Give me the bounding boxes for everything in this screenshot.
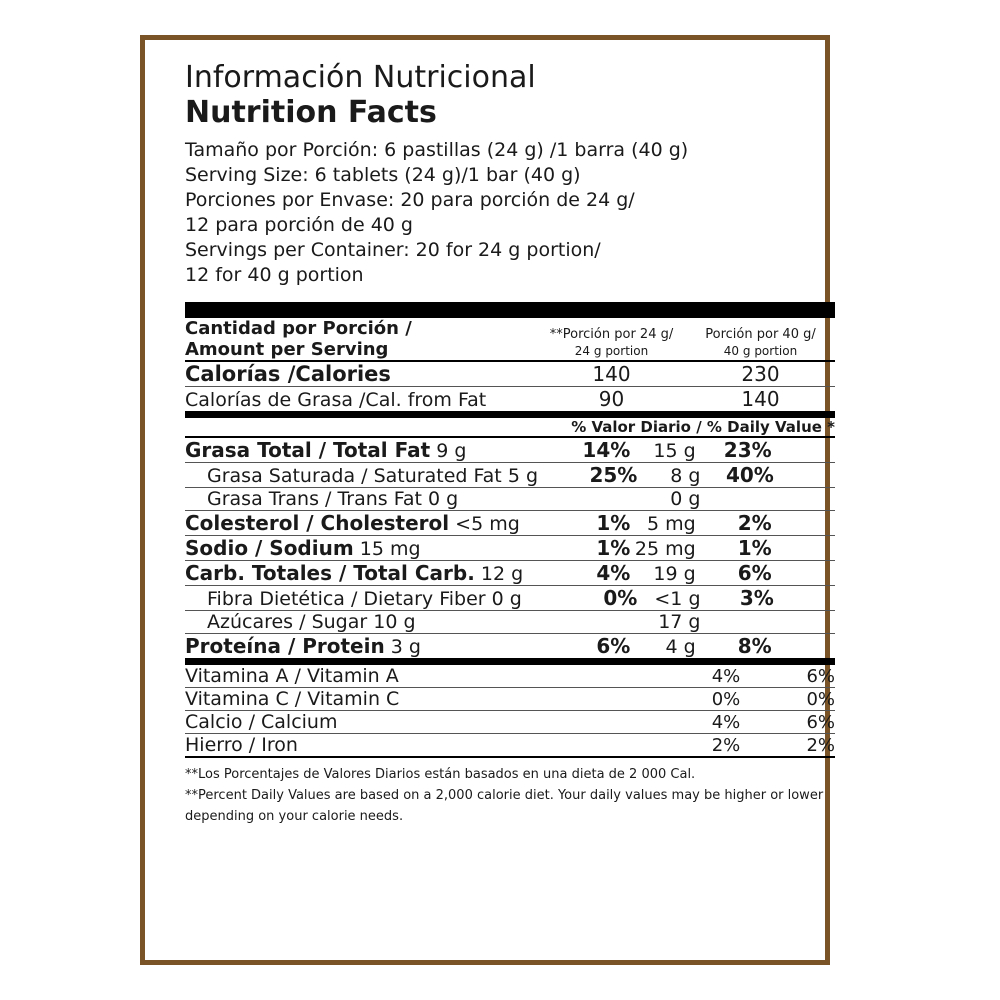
nutrient-spacer xyxy=(772,634,835,658)
vitamins-table-2 xyxy=(185,688,835,710)
footnote-english-line-2: depending on your calorie needs. xyxy=(185,809,404,824)
nutrient-amount-24g: 0 g xyxy=(491,588,522,610)
nutrients-table-3 xyxy=(185,488,835,510)
calories-row xyxy=(185,362,835,386)
vitamin-dv-24g: 4% xyxy=(711,666,741,687)
nutrient-dv-40g: 6% xyxy=(737,561,772,585)
nutrient-dv-40g: 3% xyxy=(739,586,774,610)
nutrient-name: Azúcares / Sugar xyxy=(207,611,368,633)
vitamin-dv-40g: 6% xyxy=(806,666,835,687)
divider-above-daily-value xyxy=(185,411,835,418)
nutrient-spacer xyxy=(772,511,835,535)
servings-per-container-line-1: Porciones por Envase: 20 para porción de 24 g/ xyxy=(185,189,635,211)
vitamin-name: Calcio / Calcium xyxy=(185,711,338,733)
vitamin-dv-24g: 4% xyxy=(711,712,741,733)
vitamins-table-3 xyxy=(185,711,835,733)
nutrient-label xyxy=(185,611,566,633)
nutrient-dv-40g xyxy=(701,611,774,633)
nutrient-name: Fibra Dietética / Dietary Fiber xyxy=(207,588,486,610)
nutrients-table-8 xyxy=(185,611,835,633)
nutrient-dv-24g xyxy=(566,488,637,510)
amount-per-serving-header-table xyxy=(185,318,835,360)
nutrient-label xyxy=(185,536,556,560)
nutrient-amount-40g: 8 g xyxy=(670,465,701,487)
nutrient-dv-40g: 2% xyxy=(737,511,772,535)
nutrient-spacer xyxy=(774,586,835,610)
nutrient-spacer xyxy=(774,463,835,487)
nutrient-amount-40g: 5 mg xyxy=(647,513,696,535)
nutrient-label xyxy=(185,463,566,487)
table-row xyxy=(185,561,835,585)
table-row xyxy=(185,634,835,658)
nutrient-name: Carb. Totales / Total Carb. xyxy=(185,561,475,585)
nutrient-name: Grasa Saturada / Saturated Fat xyxy=(207,465,502,487)
daily-value-header: % Valor Diario / % Daily Value * xyxy=(571,418,835,436)
calories-from-fat-label: Calorías de Grasa /Cal. from Fat xyxy=(185,389,487,411)
nutrition-facts-panel xyxy=(185,60,835,829)
nutrient-amount-24g: 10 g xyxy=(373,611,416,633)
daily-value-header-table xyxy=(185,418,835,436)
servings-per-container-line-4: 12 for 40 g portion xyxy=(185,264,364,286)
nutrient-amount-24g: 0 g xyxy=(428,488,459,510)
nutrients-table-2 xyxy=(185,463,835,487)
nutrient-name: Grasa Total / Total Fat xyxy=(185,438,431,462)
nutrient-dv-24g: 6% xyxy=(596,634,631,658)
nutrients-table-5 xyxy=(185,536,835,560)
nutrient-dv-40g: 1% xyxy=(737,536,772,560)
nutrient-spacer xyxy=(774,611,835,633)
footnote-english-line-1: **Percent Daily Values are based on a 2,000 calorie diet. Your daily values may be higher or lower xyxy=(185,788,824,803)
nutrient-dv-24g: 25% xyxy=(589,463,638,487)
portion-24g-header xyxy=(537,318,686,360)
table-row xyxy=(185,488,835,510)
calories-from-fat-value-40g: 140 xyxy=(741,387,780,411)
nutrient-name: Colesterol / Cholesterol xyxy=(185,511,450,535)
serving-size-line-2: Serving Size: 6 tablets (24 g)/1 bar (40 g) xyxy=(185,164,581,186)
servings-per-container-line-2: 12 para porción de 40 g xyxy=(185,214,413,236)
nutrient-dv-24g: 1% xyxy=(596,536,631,560)
vitamin-dv-24g: 0% xyxy=(711,689,741,710)
nutrient-dv-24g xyxy=(566,611,637,633)
nutrient-label xyxy=(185,488,566,510)
portion-40g-header-es: Porción por 40 g/ xyxy=(705,327,816,342)
amount-per-serving-label-en: Amount per Serving xyxy=(185,339,389,360)
vitamin-name: Vitamina C / Vitamin C xyxy=(185,688,400,710)
nutrient-label xyxy=(185,586,566,610)
table-row xyxy=(185,665,835,687)
nutrient-amount-24g: 15 mg xyxy=(359,538,421,560)
footnote-spanish: **Los Porcentajes de Valores Diarios están basados en una dieta de 2 000 Cal. xyxy=(185,767,696,782)
table-row xyxy=(185,586,835,610)
nutrients-table-4 xyxy=(185,511,835,535)
nutrient-spacer xyxy=(772,536,835,560)
vitamins-table-1 xyxy=(185,665,835,687)
nutrient-dv-40g: 8% xyxy=(737,634,772,658)
calories-from-fat-row xyxy=(185,387,835,411)
table-row xyxy=(185,734,835,756)
nutrient-name: Grasa Trans / Trans Fat xyxy=(207,488,422,510)
portion-24g-header-es: **Porción por 24 g/ xyxy=(549,327,674,342)
nutrient-amount-40g: 25 mg xyxy=(634,538,696,560)
nutrients-table-7 xyxy=(185,586,835,610)
table-row xyxy=(185,463,835,487)
nutrient-label xyxy=(185,634,556,658)
table-row xyxy=(185,438,835,462)
amount-per-serving-label-es: Cantidad por Porción / xyxy=(185,318,412,339)
nutrients-table-6 xyxy=(185,561,835,585)
table-row xyxy=(185,711,835,733)
nutrient-dv-40g xyxy=(701,488,774,510)
nutrient-dv-24g: 0% xyxy=(603,586,638,610)
nutrients-table xyxy=(185,438,835,462)
nutrient-dv-40g: 23% xyxy=(723,438,772,462)
nutrient-amount-40g: 17 g xyxy=(658,611,701,633)
vitamin-dv-40g: 0% xyxy=(806,689,835,710)
amount-per-serving-label xyxy=(185,318,537,360)
nutrient-name: Sodio / Sodium xyxy=(185,536,354,560)
serving-size-line-1: Tamaño por Porción: 6 pastillas (24 g) /1 barra (40 g) xyxy=(185,139,689,161)
nutrient-amount-40g: 4 g xyxy=(665,636,696,658)
table-row xyxy=(185,536,835,560)
calories-label: Calorías /Calories xyxy=(185,362,391,386)
footnotes xyxy=(185,758,835,825)
nutrient-spacer xyxy=(774,488,835,510)
calories-value-40g: 230 xyxy=(741,362,780,386)
nutrient-dv-24g: 4% xyxy=(596,561,631,585)
nutrient-amount-40g: <1 g xyxy=(654,588,701,610)
vitamin-name: Vitamina A / Vitamin A xyxy=(185,665,399,687)
nutrient-spacer xyxy=(772,561,835,585)
vitamin-dv-40g: 6% xyxy=(806,712,835,733)
panel-title-english: Nutrition Facts xyxy=(185,95,437,130)
divider-thick-top xyxy=(185,302,835,318)
calories-value-24g: 140 xyxy=(592,362,631,386)
divider-above-vitamins xyxy=(185,658,835,665)
portion-40g-header xyxy=(686,318,835,360)
nutrient-amount-24g: 9 g xyxy=(436,440,467,462)
nutrient-dv-24g: 14% xyxy=(582,438,631,462)
vitamin-dv-24g: 2% xyxy=(711,735,741,756)
nutrient-dv-40g: 40% xyxy=(725,463,774,487)
nutrient-label xyxy=(185,511,556,535)
nutrient-amount-24g: 12 g xyxy=(480,563,524,585)
panel-title-spanish: Información Nutricional xyxy=(185,60,536,95)
calories-table xyxy=(185,362,835,386)
nutrient-amount-24g: <5 mg xyxy=(455,513,520,535)
nutrient-amount-40g: 0 g xyxy=(670,488,701,510)
portion-24g-header-en: 24 g portion xyxy=(574,344,649,358)
nutrient-amount-40g: 19 g xyxy=(653,563,696,585)
portion-40g-header-en: 40 g portion xyxy=(723,344,798,358)
table-row xyxy=(185,611,835,633)
nutrient-spacer xyxy=(772,438,835,462)
calories-from-fat-table xyxy=(185,387,835,411)
calories-from-fat-value-24g: 90 xyxy=(598,387,625,411)
vitamins-table-4 xyxy=(185,734,835,756)
servings-per-container-line-3: Servings per Container: 20 for 24 g portion/ xyxy=(185,239,601,261)
nutrient-amount-40g: 15 g xyxy=(653,440,696,462)
table-row xyxy=(185,688,835,710)
table-row xyxy=(185,511,835,535)
nutrient-name: Proteína / Protein xyxy=(185,634,385,658)
nutrient-amount-24g: 3 g xyxy=(390,636,421,658)
nutrient-label xyxy=(185,438,556,462)
nutrient-dv-24g: 1% xyxy=(596,511,631,535)
vitamin-name: Hierro / Iron xyxy=(185,734,298,756)
vitamin-dv-40g: 2% xyxy=(806,735,835,756)
nutrient-amount-24g: 5 g xyxy=(507,465,539,487)
nutrient-label xyxy=(185,561,556,585)
nutrients-table-9 xyxy=(185,634,835,658)
